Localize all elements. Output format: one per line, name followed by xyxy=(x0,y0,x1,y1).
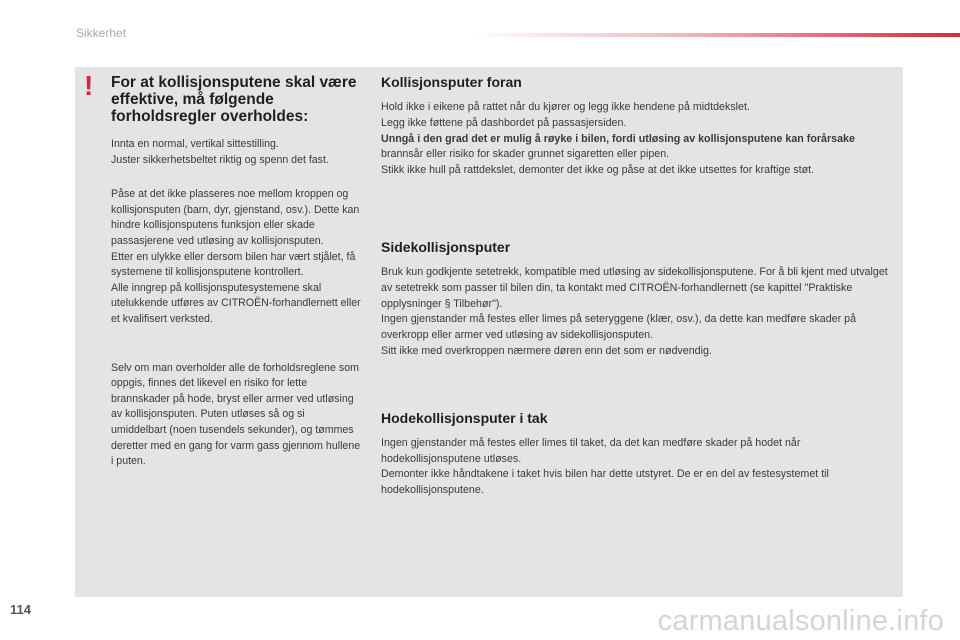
curtain-airbags-heading: Hodekollisjonsputer i tak xyxy=(381,409,548,426)
front-line-4: brannsår eller risiko for skader grunnet sigaretten eller pipen. xyxy=(381,148,670,161)
side-airbags-heading: Sidekollisjonsputer xyxy=(381,238,511,255)
front-line-5: Stikk ikke hull på rattdekslet, demonter det ikke og påse at det ikke utsettes for kraftige støt. xyxy=(381,164,815,177)
precautions-paragraph-3: Selv om man overholder alle de forholdsreglene som oppgis, finnes det likevel en risiko for lette brannskader på hode, bryst eller armer ved utløsing av kollisjonsputen. Puten utløses så og si umiddelbart (noen tusendels sekunder), og tømmes deretter med en gang for varm gass gjennom hullene i puten. xyxy=(111,361,361,468)
precautions-paragraph-2: Påse at det ikke plasseres noe mellom kroppen og kollisjonsputen (barn, dyr, gjenstand, osv.). Dette kan hindre kollisjonsputens funksjon eller skade passasjerene ved utløsing av kollisjonsputen. Etter en ulykke eller dersom bilen har vært stjålet, få systemene til kollisjonsputene kontrollert. Alle inngrep på kollisjonsputesystemene skal utelukkende utføres av CITROËN-forhandlernett eller et kvalifisert verksted. xyxy=(111,188,361,325)
exclamation-icon: ! xyxy=(84,70,94,101)
right-column xyxy=(381,74,901,499)
page-number: 114 xyxy=(10,602,31,617)
section-header: Sikkerhet xyxy=(76,26,127,40)
curtain-airbags-text: Ingen gjenstander må festes eller limes til taket, da det kan medføre skader på hodet når hodekollisjonsputene utløses. Demonter ikke håndtakene i taket hvis bilen har dette utstyret. De er en del av festesystemet til hodekollisjonsputene. xyxy=(381,436,829,497)
side-airbags-text: Bruk kun godkjente setetrekk, kompatible med utløsing av sidekollisjonsputene. For å bli kjent med utvalget av setetrekk som passer til bilen din, ta kontakt med CITROËN-forhandlernett (se kapittel "Praktiske opplysninger § Tilbehør"). Ingen gjenstander må festes eller limes på seteryggene (klær, osv.), da dette kan medføre skader på overkropp eller armer ved utløsing av sidekollisjonsputen. Sitt ikke med overkroppen nærmere døren enn det som er nødvendig. xyxy=(381,265,888,357)
front-line-1: Hold ikke i eikene på rattet når du kjører og legg ikke hendene på midtdekslet. xyxy=(381,101,750,113)
front-airbags-heading: Kollisjonsputer foran xyxy=(381,74,522,90)
watermark: carmanualsonline.info xyxy=(657,605,944,637)
precautions-paragraph-1: Innta en normal, vertikal sittestilling. Juster sikkerhetsbeltet riktig og spenn det fast. xyxy=(111,138,329,166)
header-rule xyxy=(470,33,960,37)
front-line-3: Unngå i den grad det er mulig å røyke i bilen, fordi utløsing av kollisjonsputene kan forårsake xyxy=(381,132,855,145)
front-airbags-text xyxy=(381,100,901,179)
left-column xyxy=(111,74,361,470)
precautions-title: For at kollisjonsputene skal være effektive, må følgende forholdsregler overholdes: xyxy=(111,74,357,125)
front-line-2: Legg ikke føttene på dashbordet på passasjersiden. xyxy=(381,116,627,129)
